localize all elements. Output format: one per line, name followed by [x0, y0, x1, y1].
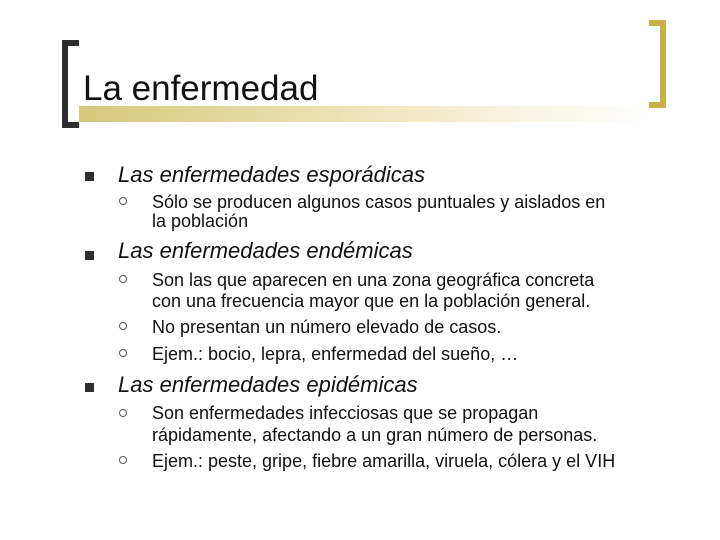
section-heading-epidemicas: Las enfermedades epidémicas — [118, 372, 418, 397]
item-bullet-icon — [119, 275, 127, 283]
section-bullet-icon — [85, 383, 94, 392]
item-line: la población — [152, 211, 249, 231]
section-heading-esporadicas: Las enfermedades esporádicas — [118, 162, 425, 187]
item-line: No presentan un número elevado de casos. — [152, 317, 502, 337]
right-bracket-decoration — [649, 20, 666, 108]
item-bullet-icon — [119, 322, 127, 330]
item-bullet-icon — [119, 349, 127, 357]
item-line: con una frecuencia mayor que en la población general. — [152, 291, 591, 311]
item-line: Ejem.: bocio, lepra, enfermedad del sueño, … — [152, 344, 519, 364]
item-line: Son las que aparecen en una zona geográfica concreta — [152, 270, 595, 290]
section-bullet-icon — [85, 251, 94, 260]
item-bullet-icon — [119, 409, 127, 417]
section-bullet-icon — [85, 172, 94, 181]
item-line: Sólo se producen algunos casos puntuales y aislados en — [152, 192, 606, 212]
item-line: Ejem.: peste, gripe, fiebre amarilla, viruela, cólera y el VIH — [152, 451, 616, 471]
item-bullet-icon — [119, 197, 127, 205]
item-line: rápidamente, afectando a un gran número de personas. — [152, 425, 598, 445]
item-line: Son enfermedades infecciosas que se propagan — [152, 403, 539, 423]
left-bracket-decoration — [62, 40, 79, 128]
slide-title: La enfermedad — [83, 69, 319, 108]
item-bullet-icon — [119, 456, 127, 464]
section-heading-endemicas: Las enfermedades endémicas — [118, 238, 413, 263]
